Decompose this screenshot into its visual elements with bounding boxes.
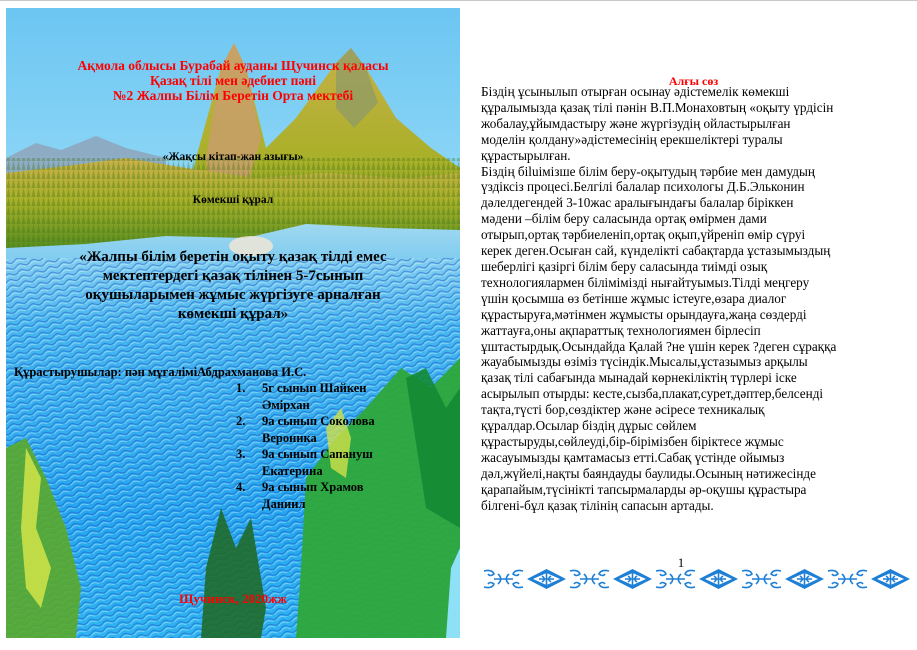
preface-line: Біздің ұсынылып отырған осынау әдістемелік көмекші [481, 84, 790, 99]
cover-title-line: мектептердегі қазақ тілінен 5-7сынып [102, 268, 364, 284]
cover-footer-place-year: Щучинск, 2020жж [179, 591, 287, 606]
preface-line: құралымызда қазақ тілі пәнін В.П.Монаховтың «оқыту үрдісін [481, 99, 834, 115]
cover-title-line: көмекші құрал» [177, 306, 289, 322]
preface-line: қазақ тілі сабағында мынадай көрнекіліктің түрлері іске [481, 370, 797, 386]
preface-line: құрастыруды,сөйлеуді,бір-бірімізбен біріктесе жұмыс [481, 433, 784, 449]
ornament-motif [484, 570, 523, 587]
student-list [236, 380, 422, 512]
student-class-name: 9а сынып Храмов [262, 480, 364, 494]
kazakh-ornament-border [482, 568, 912, 590]
preface-line: моделін қолдану»әдістемесінің ерекшеліктері туралы [481, 131, 783, 147]
student-item [236, 446, 422, 479]
ornament-motif [742, 570, 781, 587]
ornament-motif [785, 569, 824, 589]
compilers-label: Құрастырушылар: пән мұғаліміАбдрахманова И.С. [14, 365, 307, 379]
student-item [236, 380, 422, 413]
cover-subtitle: «Жақсы кітап-жан азығы» [162, 151, 304, 163]
ornament-motif [871, 569, 910, 589]
top-divider [0, 0, 917, 1]
student-item [236, 479, 422, 512]
school-header [6, 58, 460, 103]
cover-title [6, 248, 460, 324]
document-type: Көмекші құрал [192, 194, 274, 206]
ornament-motif [699, 569, 738, 589]
preface-title: Алғы сөз [668, 74, 719, 88]
preface-line: қарапайым,түсінікті тапсырмаларды әр-оқушы құрастыра [481, 481, 807, 497]
school-header-line: Ақмола облысы Бурабай ауданы Щучинск қаласы [77, 58, 389, 73]
preface-line: жаттауға,оны ақпараттық технологиямен бірлесіп [481, 322, 761, 338]
preface-page [470, 8, 917, 638]
preface-line: құрастыруға,мәтінмен жұмысты орындауға,жаңа сөздерді [481, 306, 807, 322]
student-first-name: Әмірхан [262, 397, 310, 412]
cover-title-line: «Жалпы білім беретін оқыту қазақ тілді емес [79, 249, 387, 265]
preface-line: үшін қосымша өз бетінше жұмыс істеуге,өзара диалог [481, 290, 787, 306]
preface-line: тақта,түсті бор,сөздіктер және әсіресе техникалық [481, 402, 765, 418]
preface-line: ұштастырдық.Осындайда Қалай ?не үшін керек ?деген сұраққа [481, 338, 837, 354]
student-number: 3. [236, 447, 246, 461]
student-number: 2. [236, 414, 246, 428]
cover-title-line: оқушыларымен жұмыс жүргізуге арналған [85, 287, 381, 303]
preface-line: мәдени –білім беру саласында ортақ өмірмен дами [481, 211, 767, 227]
ornament-motif [656, 570, 695, 587]
student-first-name: Екатерина [262, 463, 323, 478]
student-number: 1. [236, 381, 246, 395]
school-header-line: Қазақ тілі мен әдебиет пәні [150, 73, 316, 88]
student-item [236, 413, 422, 446]
preface-line: құралдар.Осылар біздің дұрыс сөйлем [481, 418, 697, 434]
preface-line: жобалау,ұйымдастыру және жүргізудің ойластырылған [481, 115, 791, 131]
preface-line: асырылып отырды: кесте,сызба,плакат,сурет,дәптер,белсенді [481, 386, 824, 402]
preface-line: жауабымызды өзіміз түсіндік.Мысалы,ұстазымыз арқылы [481, 354, 808, 370]
preface-line: құрастырылған. [481, 147, 571, 163]
preface-line: шеберлігі қазіргі білім беру саласында тиімді озық [481, 258, 768, 274]
student-first-name: Вероника [262, 430, 317, 445]
student-class-name: 9а сынып Соколова [262, 414, 375, 428]
student-number: 4. [236, 480, 246, 494]
preface-line: жасауымызды қамтамасыз етті.Сабақ үстінде ойымыз [481, 449, 785, 465]
preface-body [481, 84, 901, 513]
preface-line: технологиялармен білімімізді нығайтуымыз.Тілді меңгеру [481, 274, 810, 290]
student-class-name: 9а сынып Сапануш [262, 447, 373, 461]
student-first-name: Даниил [262, 496, 306, 511]
cover-page [6, 8, 460, 638]
page-number: 1 [677, 555, 685, 570]
preface-line: білгені-бұл қазақ тілінің сапасын артады. [481, 497, 714, 513]
preface-line: дәл,жүйелі,нақты баяндауды баулиды.Осының нәтижесінде [481, 465, 816, 481]
ornament-motif [613, 569, 652, 589]
preface-line: керек деген.Осыған сай, күнделікті сабақтарда ұстазымыздың [481, 243, 831, 259]
student-class-name: 5г сынып Шайкен [262, 381, 367, 395]
school-header-line: №2 Жалпы Білім Беретін Орта мектебі [112, 88, 354, 103]
preface-line: отырып,ортақ тәрбиеленіп,ортақ оқып,үйреніп өмір сүруі [481, 227, 806, 243]
preface-line: дәлелдегендей 3-10жас аралығындағы балалар біріккен [481, 195, 794, 211]
preface-line: үздіксіз процесі.Белгілі балалар психологы Д.Б.Эльконин [481, 179, 805, 195]
ornament-motif [527, 569, 566, 589]
ornament-motif [828, 570, 867, 587]
preface-line: Біздің біluiмізше білім беру-оқытудың тәрбие мен дамудың [481, 163, 815, 179]
ornament-motif [570, 570, 609, 587]
